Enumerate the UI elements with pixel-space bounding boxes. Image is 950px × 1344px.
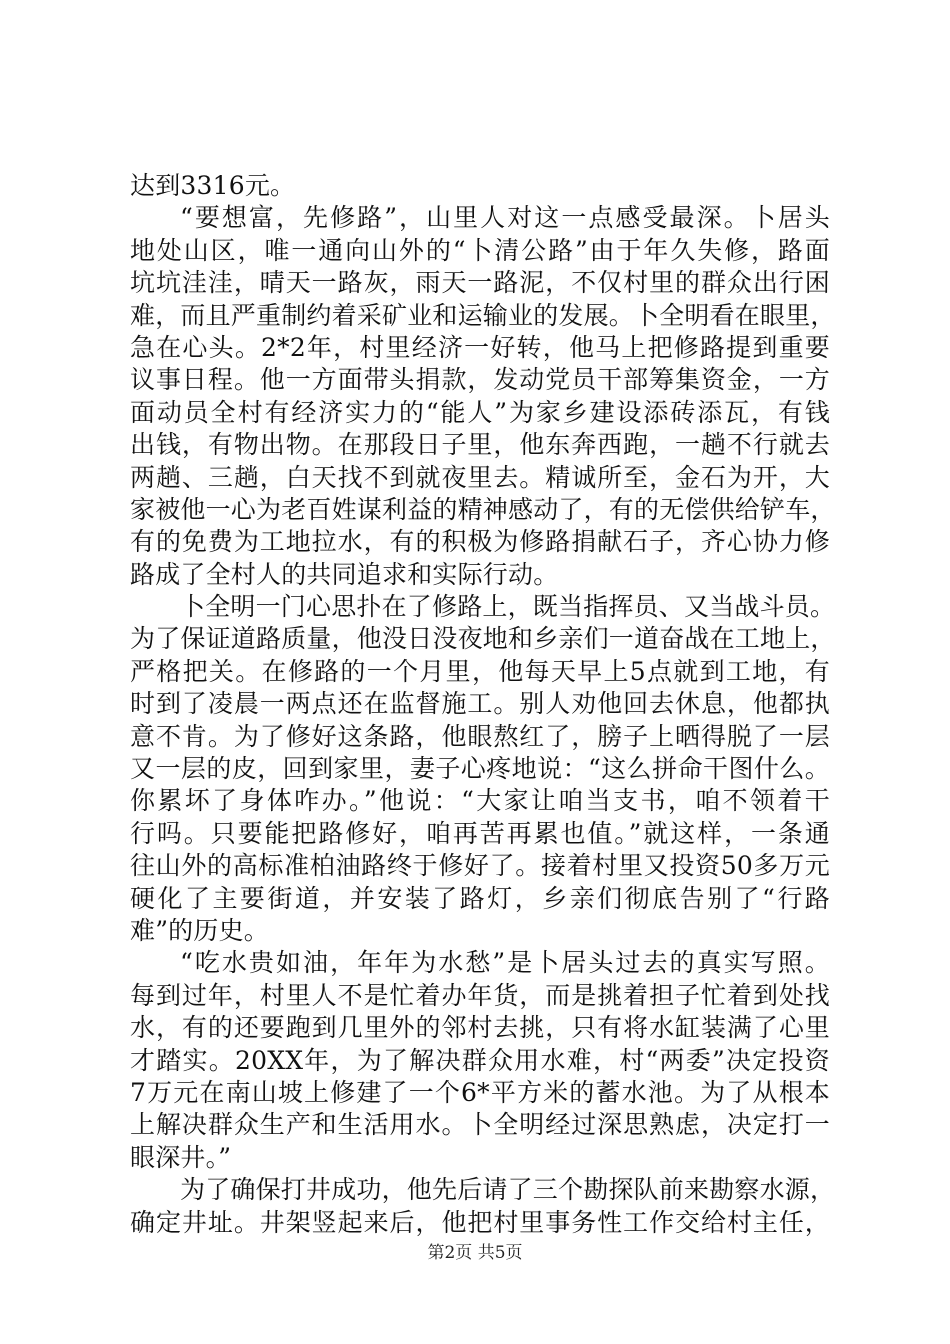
paragraph xyxy=(130,202,836,591)
text-line: “吃水贵如油，年年为水愁”是卜居头过去的真实写照。 xyxy=(180,948,830,978)
text-line: 时到了凌晨一两点还在监督施工。别人劝他回去休息，他都执 xyxy=(130,689,830,719)
paragraph xyxy=(130,170,830,202)
text-line: 为了保证道路质量，他没日没夜地和乡亲们一道奋战在工地上， xyxy=(130,624,836,654)
text-line: 家被他一心为老百姓谋利益的精神感动了，有的无偿供给铲车， xyxy=(130,494,836,524)
text-line: 你累坏了身体咋办。”他说：“大家让咱当支书，咱不领着干 xyxy=(130,786,830,816)
text-line: 为了确保打井成功，他先后请了三个勘探队前来勘察水源， xyxy=(180,1175,836,1205)
text-line: 两趟、三趟，白天找不到就夜里去。精诚所至，金石为开，大 xyxy=(130,462,830,492)
text-line: 又一层的皮，回到家里，妻子心疼地说：“这么拼命干图什么。 xyxy=(130,754,830,784)
page-footer: 第2页 共5页 xyxy=(427,1243,523,1263)
text-line: 7万元在南山坡上修建了一个6*平方米的蓄水池。为了从根本 xyxy=(130,1077,830,1107)
text-line: 水，有的还要跑到几里外的邻村去挑，只有将水缸装满了心里 xyxy=(130,1013,830,1043)
text-line: 难，而且严重制约着采矿业和运输业的发展。卜全明看在眼里， xyxy=(130,300,836,330)
text-line: 出钱，有物出物。在那段日子里，他东奔西跑，一趟不行就去 xyxy=(130,430,830,460)
text-line: 有的免费为工地拉水，有的积极为修路捐献石子，齐心协力修 xyxy=(130,527,830,557)
text-line: 行吗。只要能把路修好，咱再苦再累也值。”就这样，一条通 xyxy=(130,818,830,848)
text-line: 眼深井。” xyxy=(130,1142,232,1172)
text-line: 坑坑洼洼，晴天一路灰，雨天一路泥，不仅村里的群众出行困 xyxy=(130,268,830,298)
paragraph xyxy=(130,591,836,947)
text-line: 意不肯。为了修好这条路，他眼熬红了，膀子上晒得脱了一层 xyxy=(130,721,830,751)
text-line: 上解决群众生产和生活用水。卜全明经过深思熟虑，决定打一 xyxy=(130,1110,830,1140)
document-body xyxy=(130,170,836,1239)
text-line: 往山外的高标准柏油路终于修好了。接着村里又投资50多万元 xyxy=(130,851,830,881)
text-line: 面动员全村有经济实力的“能人”为家乡建设添砖添瓦，有钱 xyxy=(130,397,830,427)
text-line: 确定井址。井架竖起来后，他把村里事务性工作交给村主任， xyxy=(130,1207,830,1237)
text-line: 急在心头。2*2年，村里经济一好转，他马上把修路提到重要 xyxy=(130,332,830,362)
text-line: 硬化了主要街道，并安装了路灯，乡亲们彻底告别了“行路 xyxy=(130,883,830,913)
text-line: 严格把关。在修路的一个月里，他每天早上5点就到工地，有 xyxy=(130,656,830,686)
text-line: 达到3316元。 xyxy=(130,171,296,200)
text-line: 才踏实。20XX年，为了解决群众用水难，村“两委”决定投资 xyxy=(130,1045,830,1075)
text-line: 卜全明一门心思扑在了修路上，既当指挥员、又当战斗员。 xyxy=(180,592,836,622)
text-line: 路成了全村人的共同追求和实际行动。 xyxy=(130,559,559,589)
text-line: 难”的历史。 xyxy=(130,915,269,945)
text-line: 每到过年，村里人不是忙着办年货，而是挑着担子忙着到处找 xyxy=(130,980,830,1010)
text-line: 议事日程。他一方面带头捐款，发动党员干部筹集资金，一方 xyxy=(130,365,830,395)
paragraph xyxy=(130,1174,836,1239)
text-line: 地处山区，唯一通向山外的“卜清公路”由于年久失修，路面 xyxy=(130,235,830,265)
text-line: “要想富，先修路”，山里人对这一点感受最深。卜居头 xyxy=(180,203,830,233)
paragraph xyxy=(130,947,830,1174)
